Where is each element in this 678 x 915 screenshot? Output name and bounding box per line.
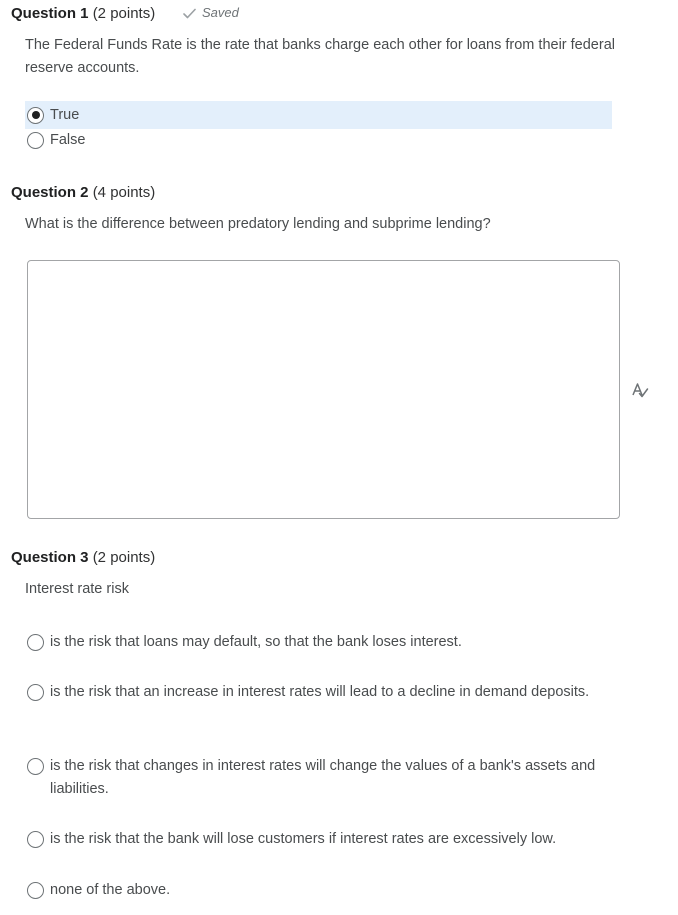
question-2-prompt: What is the difference between predatory lending and subprime lending? [25,216,491,232]
q3-option-a[interactable] [25,631,605,654]
q1-option-true[interactable] [25,101,612,129]
question-3-prompt: Interest rate risk [25,581,129,597]
question-3-label: Question 3 [11,549,89,566]
q3-radio-b[interactable] [27,684,44,701]
question-3-points: (2 points) [92,549,156,566]
q3-option-c[interactable] [25,755,615,801]
saved-status [183,5,239,21]
spellcheck-icon[interactable] [631,381,649,399]
q1-radio-true[interactable] [27,107,44,124]
q3-option-label: is the risk that loans may default, so that the bank loses interest. [50,634,462,650]
question-2-label: Question 2 [11,184,89,201]
q3-option-e[interactable] [25,879,605,902]
saved-label: Saved [202,5,239,20]
question-1-prompt: The Federal Funds Rate is the rate that banks charge each other for loans from their federal reserve accounts. [25,37,615,76]
q3-radio-e[interactable] [27,882,44,899]
q3-option-d[interactable] [25,828,625,851]
question-3-header [11,549,155,567]
q3-option-label: none of the above. [50,882,171,898]
answer-textarea[interactable] [27,260,620,519]
question-1-header [11,5,155,23]
checkmark-icon [183,8,196,19]
question-1-points: (2 points) [92,5,156,22]
q1-radio-false[interactable] [27,132,44,149]
q3-option-label: is the risk that the bank will lose customers if interest rates are excessively low. [50,831,557,847]
question-2-points: (4 points) [92,184,156,201]
q3-option-label: is the risk that changes in interest rates will change the values of a bank's assets and liabilities. [50,758,596,797]
q3-radio-a[interactable] [27,634,44,651]
q3-radio-d[interactable] [27,831,44,848]
question-2-header [11,184,155,202]
q1-option-false[interactable] [25,129,85,152]
question-1-label: Question 1 [11,5,89,22]
q1-option-label: False [50,132,86,148]
q3-radio-c[interactable] [27,758,44,775]
q3-option-label: is the risk that an increase in interest rates will lead to a decline in demand deposits. [50,684,590,700]
q3-option-b[interactable] [25,681,605,704]
q1-option-label: True [50,106,80,123]
